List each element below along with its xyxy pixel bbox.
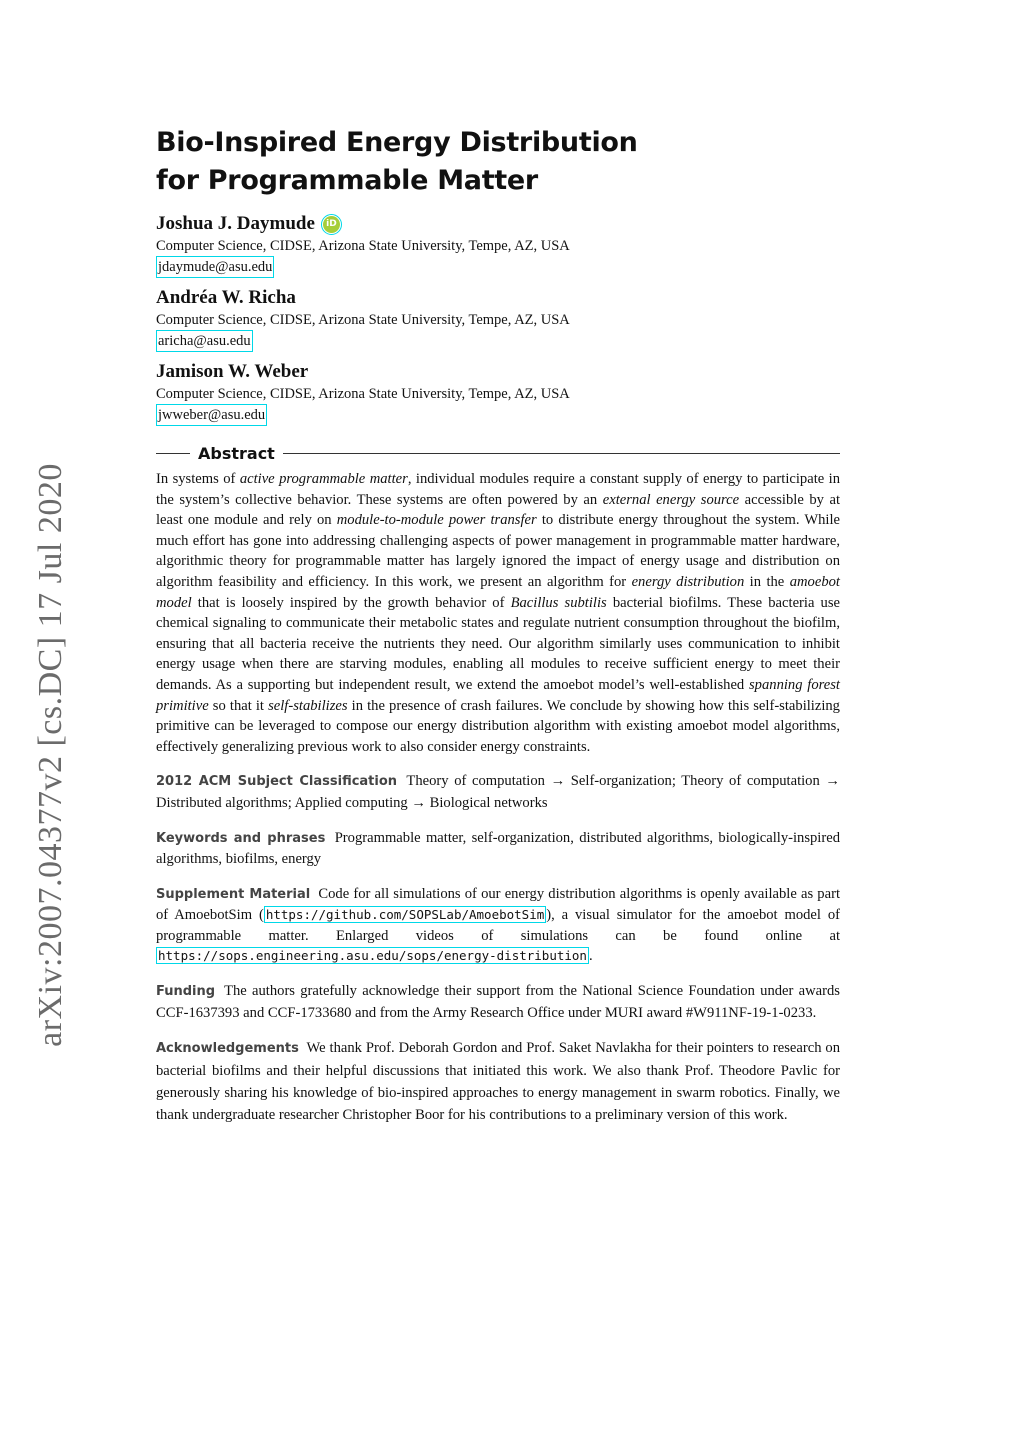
abstract-body xyxy=(156,469,840,757)
author-email-link[interactable]: aricha@asu.edu xyxy=(156,330,253,352)
orcid-icon[interactable]: iD xyxy=(323,216,340,233)
acknowledgements-label: Acknowledgements xyxy=(156,1041,299,1057)
supplement-material xyxy=(156,884,840,967)
abstract-text: , individual modules require a constant supply of energy to participate in the system’s collective behavior. These systems are often powered by an xyxy=(156,471,840,508)
author-name-text: Andréa W. Richa xyxy=(156,287,296,308)
author-affiliation: Computer Science, CIDSE, Arizona State University, Tempe, AZ, USA xyxy=(156,312,570,328)
abstract-italic-term: self-stabilizes xyxy=(268,697,348,714)
supplement-text-1: Code for all simulations of our energy distribution algorithms is openly available as part of AmoebotSim ( xyxy=(156,885,840,924)
abstract-text: accessible by at least one module and rely on xyxy=(156,491,840,529)
supplement-text-2: ), a visual simulator for the amoebot model of programmable matter. Enlarged videos of simulations can be found online at xyxy=(156,907,841,944)
abstract-label: Abstract xyxy=(198,444,275,463)
heading-rule-left xyxy=(156,453,190,454)
keywords-text: Programmable matter, self-organization, distributed algorithms, biologically-inspired algorithms, biofilms, energy xyxy=(156,829,840,868)
author-name xyxy=(156,212,840,236)
author-name-text: Joshua J. Daymude xyxy=(156,213,315,234)
supplement-text-3: . xyxy=(588,948,593,965)
author-name-text: Jamison W. Weber xyxy=(156,361,309,382)
author-block xyxy=(156,360,840,430)
videos-link[interactable]: https://sops.engineering.asu.edu/sops/energy-distribution xyxy=(158,948,587,964)
abstract-text: that is loosely inspired by the growth behavior of xyxy=(191,594,511,611)
abstract-italic-term: Bacillus subtilis xyxy=(510,594,607,611)
abstract-italic-term: spanning forest primitive xyxy=(156,676,840,714)
arxiv-identifier: arXiv:2007.04377v2 [cs.DC] 17 Jul 2020 xyxy=(32,463,69,1047)
acknowledgements-text: We thank Prof. Deborah Gordon and Prof. Saket Navlakha for their pointers to research on bacterial biofilms and their helpful discussions that initiated this work. We also thank Prof. Theodore Pavlic for generously sharing his knowledge of bio-inspired approaches to energy management in swarm robotics. Finally, we thank undergraduate researcher Christopher Boor for his contributions to a preliminary version of this work. xyxy=(156,1040,840,1124)
abstract-text: bacterial biofilms. These bacteria use chemical signaling to communicate their metabolic states and regulate nutrient consumption throughout the biofilm, ensuring that all bacteria receive the nutrients they need. Our algorithm similarly uses communication to inhibit energy usage when there are starving modules, enabling all modules to receive sufficient energy to meet their demands. As a supporting but independent result, we extend the amoebot model’s well-established xyxy=(156,594,841,693)
abstract-italic-term: active programmable matter xyxy=(239,471,408,487)
abstract-text: to distribute energy throughout the system. While much effort has gone into addressing challenging aspects of power management in programmable matter hardware, algorithmic theory for programmable matter has largely ignored the impact of energy usage and distribution on algorithm feasibility and efficiency. In this work, we present an algorithm for xyxy=(156,512,840,590)
funding-label: Funding xyxy=(156,984,216,1000)
acm-text: Theory of computation → Self-organization; Theory of computation → Distributed algorithms; Applied computing → Biological networks xyxy=(156,773,841,811)
abstract-text: so that it xyxy=(208,697,269,714)
author-email-link[interactable]: jwweber@asu.edu xyxy=(156,404,267,426)
author-block xyxy=(156,286,840,356)
github-link[interactable]: https://github.com/SOPSLab/AmoebotSim xyxy=(265,907,545,923)
arxiv-sidebar-stamp xyxy=(30,460,72,1050)
supplement-label: Supplement Material xyxy=(156,886,311,902)
abstract-italic-term: amoebot model xyxy=(156,573,840,611)
abstract-text: in the presence of crash failures. We conclude by showing how this self-stabilizing primitive can be leveraged to compose our energy distribution algorithm with existing amoebot model algorithms, effectively generalizing previous work to also consider energy constraints. xyxy=(156,697,840,755)
author-block xyxy=(156,212,840,282)
keywords-label: Keywords and phrases xyxy=(156,830,326,846)
abstract-italic-term: energy distribution xyxy=(631,573,745,590)
acm-label: 2012 ACM Subject Classification xyxy=(156,774,398,790)
abstract-italic-term: module-to-module power transfer xyxy=(336,512,537,529)
abstract-heading xyxy=(156,444,840,463)
author-name xyxy=(156,286,840,310)
paper-title: Bio-Inspired Energy Distribution for Programmable Matter xyxy=(156,127,638,196)
abstract-text: In systems of xyxy=(156,471,240,487)
keywords xyxy=(156,828,840,870)
acm-classification xyxy=(156,771,840,813)
abstract-text: in the xyxy=(744,573,790,590)
author-affiliation: Computer Science, CIDSE, Arizona State University, Tempe, AZ, USA xyxy=(156,386,570,402)
abstract-italic-term: external energy source xyxy=(602,491,740,508)
author-email-link[interactable]: jdaymude@asu.edu xyxy=(156,256,274,278)
paper-first-page xyxy=(156,124,840,1126)
funding xyxy=(156,981,840,1023)
author-name xyxy=(156,360,840,384)
funding-text: The authors gratefully acknowledge their support from the National Science Foundation under awards CCF-1637393 and CCF-1733680 and from the Army Research Office under MURI award #W911NF-19-1-0233. xyxy=(156,983,840,1021)
acknowledgements xyxy=(156,1037,840,1126)
author-affiliation: Computer Science, CIDSE, Arizona State University, Tempe, AZ, USA xyxy=(156,238,570,254)
heading-rule-right xyxy=(283,453,840,454)
